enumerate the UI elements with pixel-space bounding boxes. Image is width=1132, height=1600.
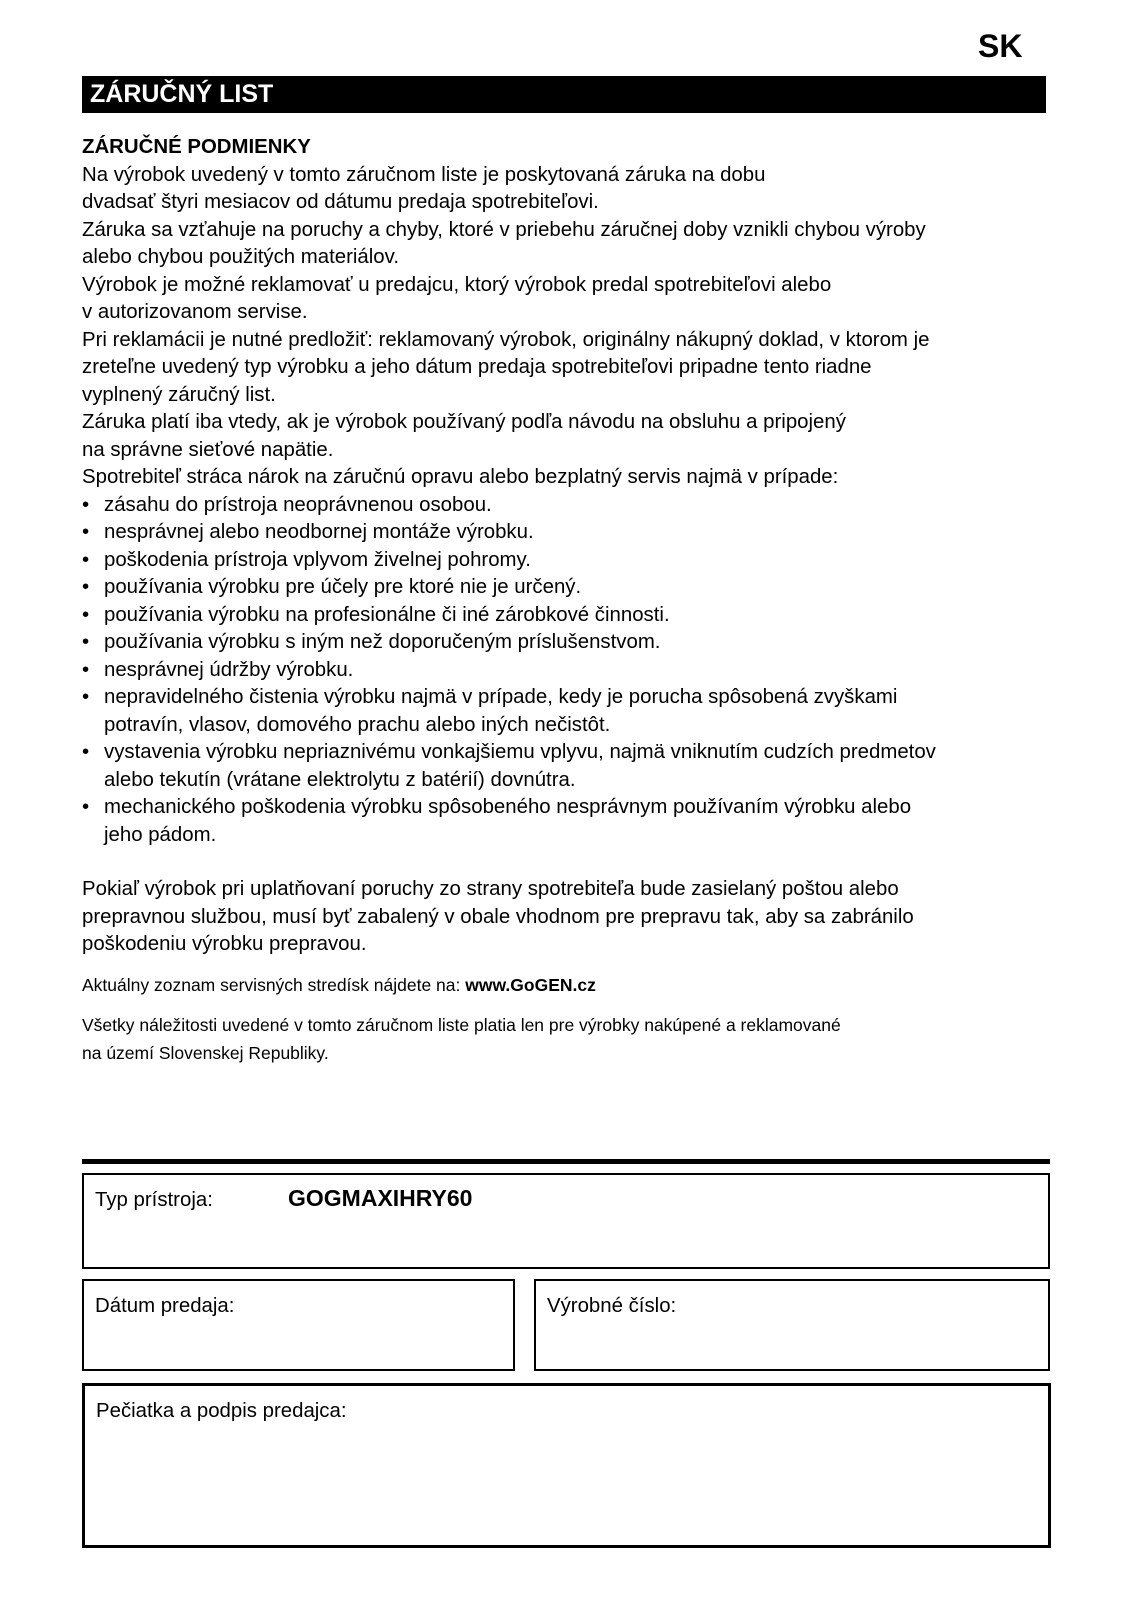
text-line: Spotrebiteľ stráca nárok na záručnú opravu alebo bezplatný servis najmä v prípade: [82,466,839,488]
list-item-text: potravín, vlasov, domového prachu alebo iných nečistôt. [104,713,611,736]
spacer [82,959,1062,971]
list-item [82,519,1062,547]
spacer [82,849,1062,876]
shipping-line: Pokiaľ výrobok pri uplatňovaní poruchy zo strany spotrebiteľa bude zasielaný poštou alebo [82,878,899,900]
text-line: alebo chybou použitých materiálov. [82,246,399,268]
list-item-text: používania výrobku pre účely pre ktoré nie je určený. [104,576,582,598]
bullet-icon: • [82,686,90,708]
shipping-line: poškodeniu výrobku prepravou. [82,933,367,955]
validity-line: na území Slovenskej Republiky. [82,1042,329,1063]
bullet-icon: • [82,493,90,516]
text-line: na správne sieťové napätie. [82,438,334,461]
bullet-icon: • [82,796,90,818]
list-item-text: používania výrobku na profesionálne či iné zárobkové činnosti. [104,603,670,626]
list-item-text: poškodenia prístroja vplyvom živelnej pohromy. [104,548,531,571]
list-item [82,739,1062,794]
bullet-icon: • [82,521,90,543]
text-line: Záruka platí iba vtedy, ak je výrobok používaný podľa návodu na obsluhu a pripojený [82,411,846,433]
bullet-icon: • [82,603,90,626]
section-divider [82,1159,1050,1164]
service-url-link[interactable]: www.GoGEN.cz [465,974,596,995]
list-item [82,574,1062,602]
text-line: Pri reklamácii je nutné predložiť: reklamovaný výrobok, originálny nákupný doklad, v ktorom je [82,328,930,351]
text-line: Záruka sa vzťahuje na poruchy a chyby, ktoré v priebehu záručnej doby vznikli chybou výroby [82,218,926,241]
list-item-text: nepravidelného čistenia výrobku najmä v prípade, kedy je porucha spôsobená zvyškami [104,686,898,708]
text-line: vyplnený záručný list. [82,383,276,406]
warranty-conditions [82,134,1062,1067]
exclusions-list [82,492,1062,850]
dealer-stamp-signature-field[interactable] [82,1383,1051,1548]
bullet-icon: • [82,631,90,653]
serial-number-label: Výrobné číslo: [547,1295,677,1317]
text-line: v autorizovanom servise. [82,301,308,323]
device-type-box [82,1173,1050,1269]
list-item-text: alebo tekutín (vrátane elektrolytu z batérií) dovnútra. [104,768,576,791]
list-item-text: vystavenia výrobku nepriaznivému vonkajšiemu vplyvu, najmä vniknutím cudzích predmetov [104,741,936,763]
list-item [82,547,1062,575]
sale-date-field[interactable] [82,1279,515,1371]
list-item-text: používania výrobku s iným než doporučeným príslušenstvom. [104,631,661,653]
list-item [82,657,1062,685]
conditions-heading: ZÁRUČNÉ PODMIENKY [82,136,311,158]
service-text: Aktuálny zoznam servisných stredísk nájdete na: [82,974,466,995]
list-item [82,629,1062,657]
validity-line: Všetky náležitosti uvedené v tomto záručnom liste platia len pre výrobky nakúpené a reklamované [82,1014,841,1035]
device-type-label: Typ prístroja: [95,1189,213,1211]
list-item-text: nesprávnej alebo neodbornej montáže výrobku. [104,521,534,543]
sale-date-label: Dátum predaja: [95,1295,235,1317]
serial-number-field[interactable] [534,1279,1050,1371]
bullet-icon: • [82,741,90,763]
list-item-text: jeho pádom. [104,823,217,846]
list-item [82,492,1062,520]
text-line: dvadsať štyri mesiacov od dátumu predaja spotrebiteľovi. [82,191,599,213]
list-item-text: zásahu do prístroja neoprávnenou osobou. [104,493,492,516]
list-item [82,602,1062,630]
list-item [82,684,1062,739]
page-title: ZÁRUČNÝ LIST [82,76,1046,113]
bullet-icon: • [82,576,90,598]
text-line: Výrobok je možné reklamovať u predajcu, ktorý výrobok predal spotrebiteľovi alebo [82,273,832,296]
service-centers-note [82,971,1062,999]
list-item-text: nesprávnej údržby výrobku. [104,658,354,681]
language-code: SK [978,28,1023,64]
dealer-stamp-label: Pečiatka a podpis predajca: [96,1400,347,1422]
list-item-text: mechanického poškodenia výrobku spôsobeného nesprávnym používaním výrobku alebo [104,796,912,818]
device-type-value: GOGMAXIHRY60 [288,1185,473,1211]
list-item [82,794,1062,849]
bullet-icon: • [82,658,90,681]
bullet-icon: • [82,548,90,571]
text-line: Na výrobok uvedený v tomto záručnom liste je poskytovaná záruka na dobu [82,163,766,186]
spacer [82,999,1062,1011]
shipping-line: prepravnou službou, musí byť zabalený v obale vhodnom pre prepravu tak, aby sa zabránilo [82,905,914,928]
text-line: zreteľne uvedený typ výrobku a jeho dátum predaja spotrebiteľovi pripadne tento riadne [82,356,872,378]
